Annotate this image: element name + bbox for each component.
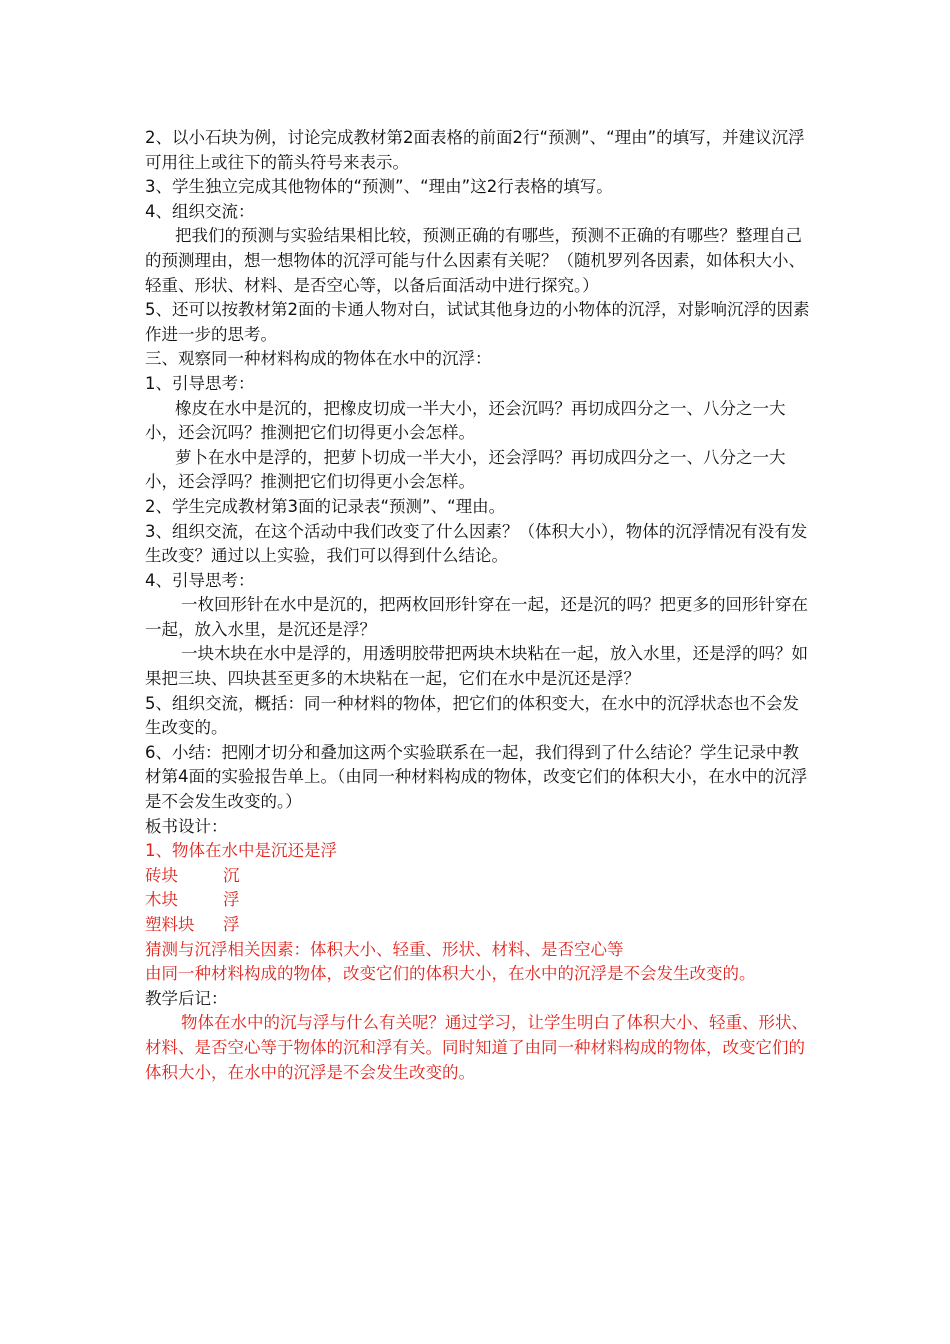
document-body: [145, 126, 813, 1085]
paragraph-summary-5: 5、组织交流，概括：同一种材料的物体，把它们的体积变大，在水中的沉浮状态也不会发生改变的。: [145, 693, 799, 738]
board-title: 1、物体在水中是沉还是浮: [145, 841, 337, 861]
paragraph-guide-1: 1、引导思考：: [145, 373, 255, 393]
paragraph-step-2: 2、以小石块为例，讨论完成教材第2面表格的前面2行“预测”、“理由”的填写，并建议沉浮可用往上或往下的箭头符号来表示。: [145, 128, 805, 172]
paragraph-guide-4: 4、引导思考：: [145, 570, 255, 590]
postscript-heading: 教学后记：: [145, 988, 228, 1008]
paragraph-exchange-3: 3、组织交流，在这个活动中我们改变了什么因素？（体积大小），物体的沉浮情况有没有发生改变？通过以上实验，我们可以得到什么结论。: [145, 521, 808, 566]
board-conclusion: 由同一种材料构成的物体，改变它们的体积大小，在水中的沉浮是不会发生改变的。: [145, 964, 756, 984]
paragraph-step-3: 3、学生独立完成其他物体的“预测”、“理由”这2行表格的填写。: [145, 177, 613, 197]
board-item-state: 沉: [223, 865, 240, 885]
paragraph-step-5: 5、还可以按教材第2面的卡通人物对白，试试其他身边的小物体的沉浮，对影响沉浮的因素作进一步的思考。: [145, 300, 810, 344]
paragraph-record-2: 2、学生完成教材第3面的记录表“预测”、“理由。: [145, 496, 506, 516]
board-heading: 板书设计：: [145, 816, 228, 836]
board-item: [145, 864, 813, 889]
paragraph-paperclip: 一枚回形针在水中是沉的，把两枚回形针穿在一起，还是沉的吗？把更多的回形针穿在一起，放入水里，是沉还是浮？: [145, 595, 808, 639]
paragraph-step-4: 4、组织交流：: [145, 201, 255, 221]
board-factors: 猜测与沉浮相关因素：体积大小、轻重、形状、材料、是否空心等: [145, 939, 624, 959]
paragraph-wood: 一块木块在水中是浮的，用透明胶带把两块木块粘在一起，放入水里，还是浮的吗？如果把三块、四块甚至更多的木块粘在一起，它们在水中是沉还是浮？: [145, 644, 808, 689]
board-item: [145, 913, 813, 938]
board-item: [145, 888, 813, 913]
board-item-state: 浮: [223, 890, 240, 910]
section-heading-3: 三、观察同一种材料构成的物体在水中的沉浮：: [145, 349, 492, 369]
paragraph-summary-6: 6、小结：把刚才切分和叠加这两个实验联系在一起，我们得到了什么结论？学生记录中教材第4面的实验报告单上。（由同一种材料构成的物体，改变它们的体积大小，在水中的沉浮是不会发生改变的。）: [145, 742, 808, 812]
paragraph-discussion: 把我们的预测与实验结果相比较，预测正确的有哪些，预测不正确的有哪些？整理自己的预测理由，想一想物体的沉浮可能与什么因素有关呢？（随机罗列各因素，如体积大小、轻重、形状、材料、是否空心等，以备后面活动中进行探究。）: [145, 226, 805, 295]
board-item-object: 塑料块: [145, 915, 195, 934]
board-item-object: 砖块: [145, 865, 178, 885]
board-item-state: 浮: [223, 915, 240, 934]
paragraph-eraser: 橡皮在水中是沉的，把橡皮切成一半大小，还会沉吗？再切成四分之一、八分之一大小，还会沉吗？推测把它们切得更小会怎样。: [145, 398, 786, 443]
paragraph-radish: 萝卜在水中是浮的，把萝卜切成一半大小，还会浮吗？再切成四分之一、八分之一大小，还会浮吗？推测把它们切得更小会怎样。: [145, 447, 786, 492]
board-item-object: 木块: [145, 890, 178, 910]
postscript-text: 物体在水中的沉与浮与什么有关呢？通过学习，让学生明白了体积大小、轻重、形状、材料、是否空心等于物体的沉和浮有关。同时知道了由同一种材料构成的物体，改变它们的体积大小，在水中的沉浮是不会发生改变的。: [145, 1013, 808, 1082]
